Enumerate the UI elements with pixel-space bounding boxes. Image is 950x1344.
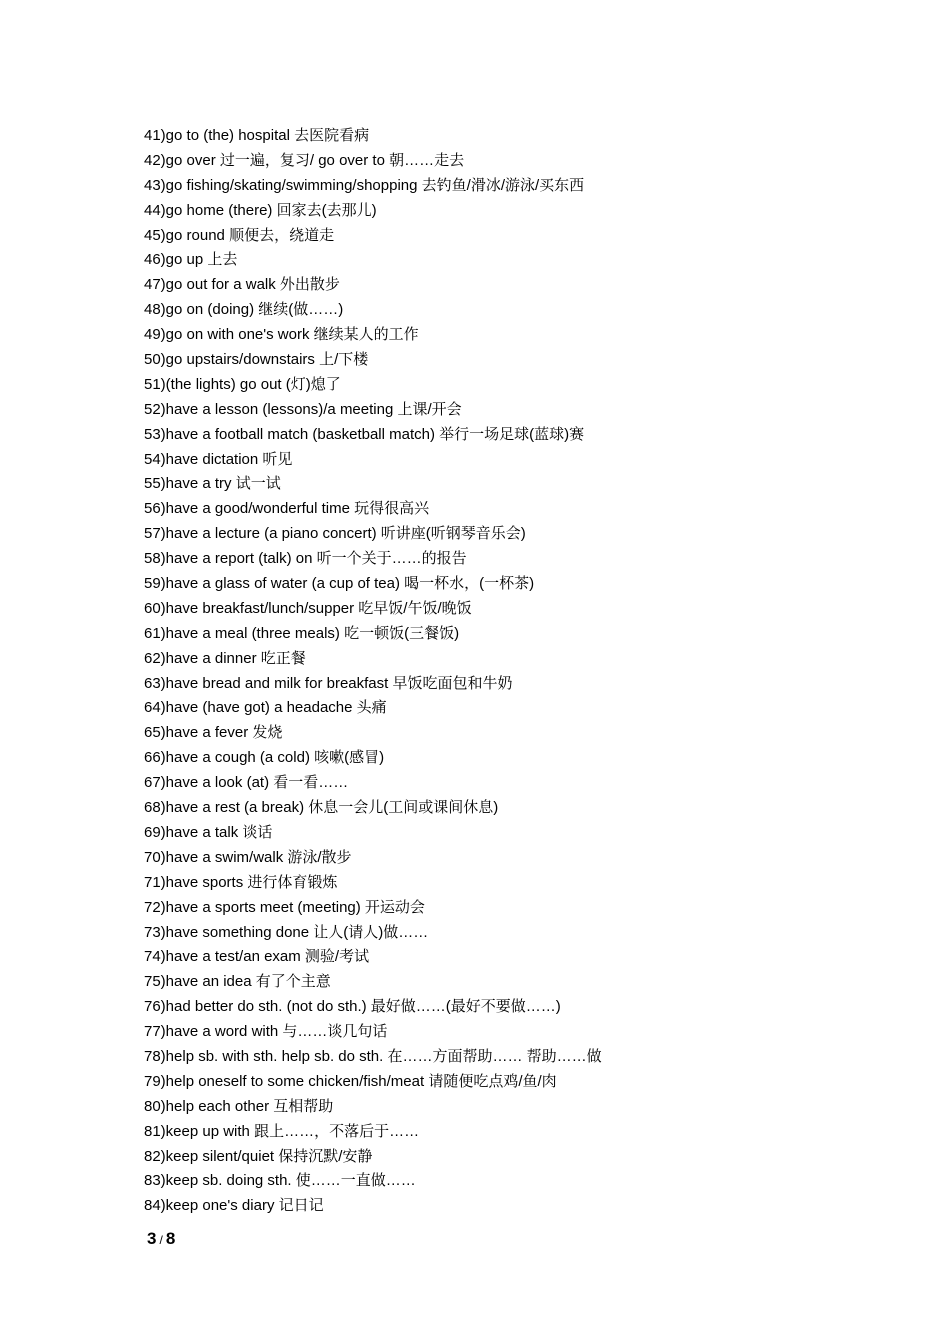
phrase-entry: 71)have sports 进行体育锻炼 — [144, 873, 338, 891]
phrase-entry: 68)have a rest (a break) 休息一会儿(工间或课间休息) — [144, 799, 499, 817]
phrase-entry: 77)have a word with 与……谈几句话 — [144, 1023, 388, 1041]
phrase-entry: 78)help sb. with sth. help sb. do sth. 在……方面帮助…… 帮助……做 — [144, 1047, 602, 1065]
phrase-entry: 43)go fishing/skating/swimming/shopping 去钓鱼/滑冰/游泳/买东西 — [144, 176, 585, 194]
phrase-entry: 75)have an idea 有了个主意 — [144, 973, 331, 991]
phrase-entry: 49)go on with one's work 继续某人的工作 — [144, 326, 419, 344]
phrase-entry: 72)have a sports meet (meeting) 开运动会 — [144, 898, 425, 916]
phrase-entry: 52)have a lesson (lessons)/a meeting 上课/开会 — [144, 400, 462, 418]
phrase-entry: 53)have a football match (basketball match) 举行一场足球(蓝球)赛 — [144, 425, 585, 443]
phrase-entry: 73)have something done 让人(请人)做…… — [144, 923, 429, 941]
phrase-entry: 46)go up 上去 — [144, 251, 238, 269]
phrase-entry: 69)have a talk 谈话 — [144, 823, 273, 841]
phrase-entry: 64)have (have got) a headache 头痛 — [144, 699, 387, 717]
phrase-entry: 60)have breakfast/lunch/supper 吃早饭/午饭/晚饭 — [144, 599, 472, 617]
phrase-entry: 76)had better do sth. (not do sth.) 最好做……(最好不要做……) — [144, 998, 561, 1016]
page-separator: / — [159, 1233, 163, 1247]
phrase-entry: 79)help oneself to some chicken/fish/meat 请随便吃点鸡/鱼/肉 — [144, 1072, 557, 1090]
phrase-entry: 65)have a fever 发烧 — [144, 724, 283, 742]
phrase-list — [144, 124, 924, 1219]
phrase-entry: 59)have a glass of water (a cup of tea) 喝一杯水，(一杯茶) — [144, 575, 535, 593]
current-page-number: 3 — [147, 1229, 157, 1248]
phrase-entry: 48)go on (doing) 继续(做……) — [144, 301, 344, 319]
total-page-count: 8 — [165, 1229, 176, 1248]
phrase-entry: 41)go to (the) hospital 去医院看病 — [144, 127, 370, 144]
phrase-entry: 42)go over 过一遍，复习/ go over to 朝……走去 — [144, 151, 465, 169]
phrase-entry: 55)have a try 试一试 — [144, 475, 281, 493]
phrase-entry: 83)keep sb. doing sth. 使……一直做…… — [144, 1172, 416, 1190]
phrase-entry: 61)have a meal (three meals) 吃一顿饭(三餐饭) — [144, 624, 460, 642]
phrase-entry: 74)have a test/an exam 测验/考试 — [144, 948, 370, 966]
page-number — [147, 1228, 175, 1251]
phrase-entry: 58)have a report (talk) on 听一个关于……的报告 — [144, 550, 467, 568]
phrase-entry: 70)have a swim/walk 游泳/散步 — [144, 848, 352, 866]
phrase-entry: 66)have a cough (a cold) 咳嗽(感冒) — [144, 749, 385, 767]
phrase-entry: 54)have dictation 听见 — [144, 450, 293, 468]
phrase-entry: 62)have a dinner 吃正餐 — [144, 649, 306, 667]
phrase-entry: 81)keep up with 跟上……，不落后于…… — [144, 1122, 420, 1140]
phrase-entry: 82)keep silent/quiet 保持沉默/安静 — [144, 1147, 373, 1165]
phrase-entry: 45)go round 顺便去，绕道走 — [144, 226, 335, 244]
phrase-entry: 80)help each other 互相帮助 — [144, 1097, 334, 1115]
phrase-entry: 67)have a look (at) 看一看…… — [144, 774, 349, 792]
phrase-entry: 63)have bread and milk for breakfast 早饭吃面包和牛奶 — [144, 674, 513, 692]
phrase-entry: 50)go upstairs/downstairs 上/下楼 — [144, 351, 369, 369]
phrase-entry: 56)have a good/wonderful time 玩得很高兴 — [144, 500, 430, 518]
phrase-entry: 44)go home (there) 回家去(去那儿) — [144, 201, 377, 219]
phrase-entry: 57)have a lecture (a piano concert) 听讲座(听钢琴音乐会) — [144, 525, 526, 543]
phrase-entry: 47)go out for a walk 外出散步 — [144, 276, 340, 294]
phrase-entry: 84)keep one's diary 记日记 — [144, 1197, 324, 1215]
phrase-entry: 51)(the lights) go out (灯)熄了 — [144, 375, 341, 393]
